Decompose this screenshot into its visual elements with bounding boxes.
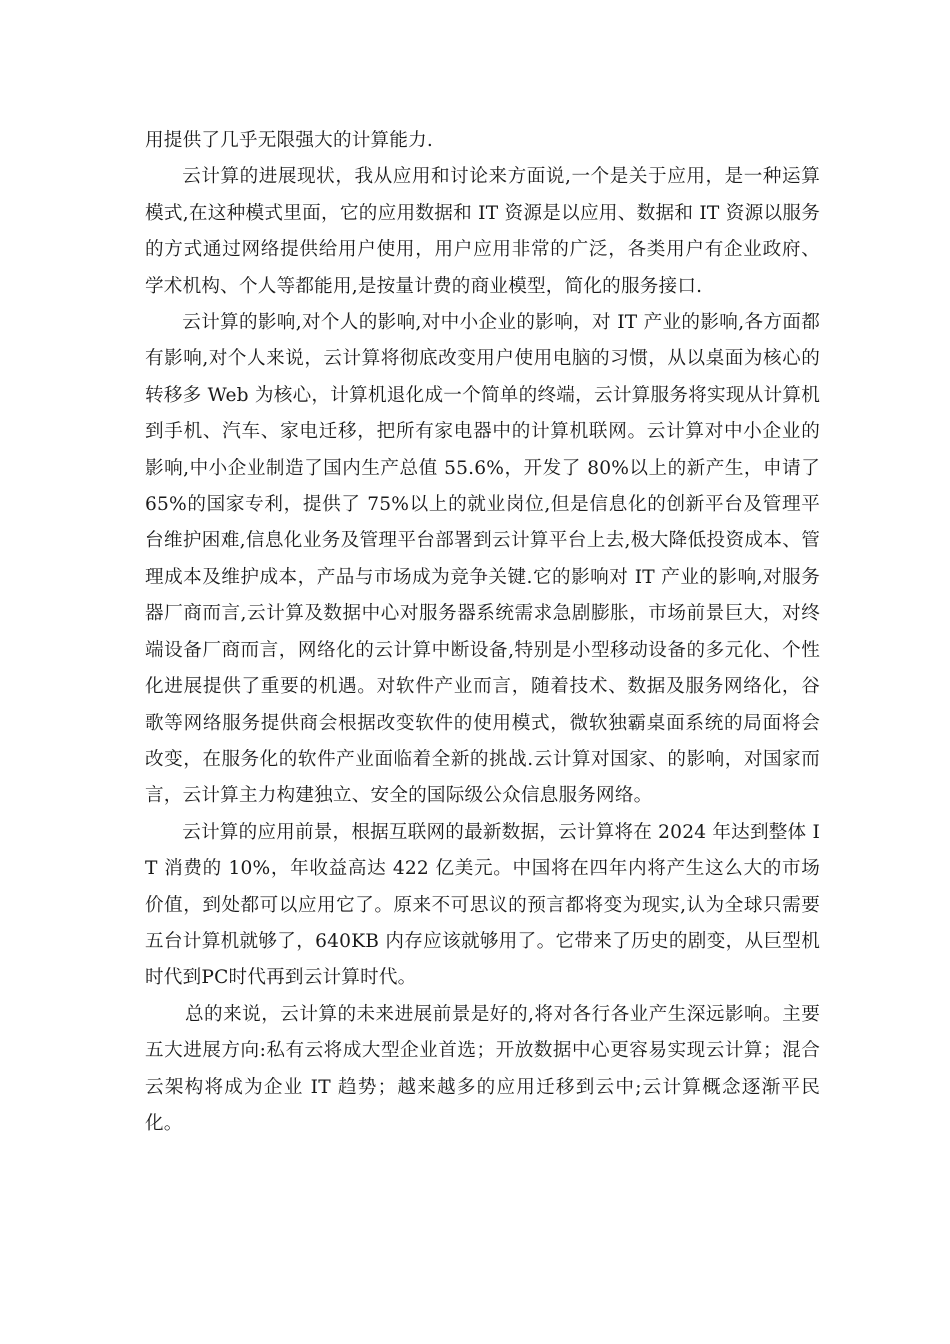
paragraph-summary: 总的来说，云计算的未来进展前景是好的,将对各行各业产生深远影响。主要五大进展方向:私有云将成大型企业首选；开放数据中心更容易实现云计算；混合云架构将成为企业 IT 趋势；越来越多的应用迁移到云中;云计算概念逐渐平民化。 (145, 1003, 820, 1134)
paragraph-prospects: 云计算的应用前景，根据互联网的最新数据，云计算将在 2024 年达到整体 IT 消费的 10%，年收益高达 422 亿美元。中国将在四年内将产生这么大的市场价值，到处都可以应用它了。原来不可思议的预言都将变为现实,认为全球只需要五台计算机就够了，640KB 内存应该就够用了。它带来了历史的剧变，从巨型机时代到PC时代再到云计算时代。 (145, 821, 820, 989)
paragraph-continuation: 用提供了几乎无限强大的计算能力. (145, 130, 434, 151)
paragraph-current-status: 云计算的进展现状，我从应用和讨论来方面说,一个是关于应用，是一种运算模式,在这种模式里面，它的应用数据和 IT 资源是以应用、数据和 IT 资源以服务的方式通过网络提供给用户使用，用户应用非常的广泛，各类用户有企业政府、学术机构、个人等都能用,是按量计费的商业模型，简化的服务接口. (145, 166, 820, 297)
document-body (145, 123, 820, 1142)
paragraph-impact: 云计算的影响,对个人的影响,对中小企业的影响，对 IT 产业的影响,各方面都有影响,对个人来说，云计算将彻底改变用户使用电脑的习惯，从以桌面为核心的转移多 Web 为核心，计算机退化成一个简单的终端，云计算服务将实现从计算机到手机、汽车、家电迁移，把所有家电器中的计算机联网。云计算对中小企业的影响,中小企业制造了国内生产总值 55.6%，开发了 80%以上的新产生，申请了 65%的国家专利，提供了 75%以上的就业岗位,但是信息化的创新平台及管理平台维护困难,信息化业务及管理平台部署到云计算平台上去,极大降低投资成本、管理成本及维护成本，产品与市场成为竞争关键.它的影响对 IT 产业的影响,对服务器厂商而言,云计算及数据中心对服务器系统需求急剧膨胀，市场前景巨大，对终端设备厂商而言，网络化的云计算中断设备,特别是小型移动设备的多元化、个性化进展提供了重要的机遇。对软件产业而言，随着技术、数据及服务网络化，谷歌等网络服务提供商会根据改变软件的使用模式，微软独霸桌面系统的局面将会改变，在服务化的软件产业面临着全新的挑战.云计算对国家、的影响，对国家而言，云计算主力构建独立、安全的国际级公众信息服务网络。 (145, 312, 820, 807)
